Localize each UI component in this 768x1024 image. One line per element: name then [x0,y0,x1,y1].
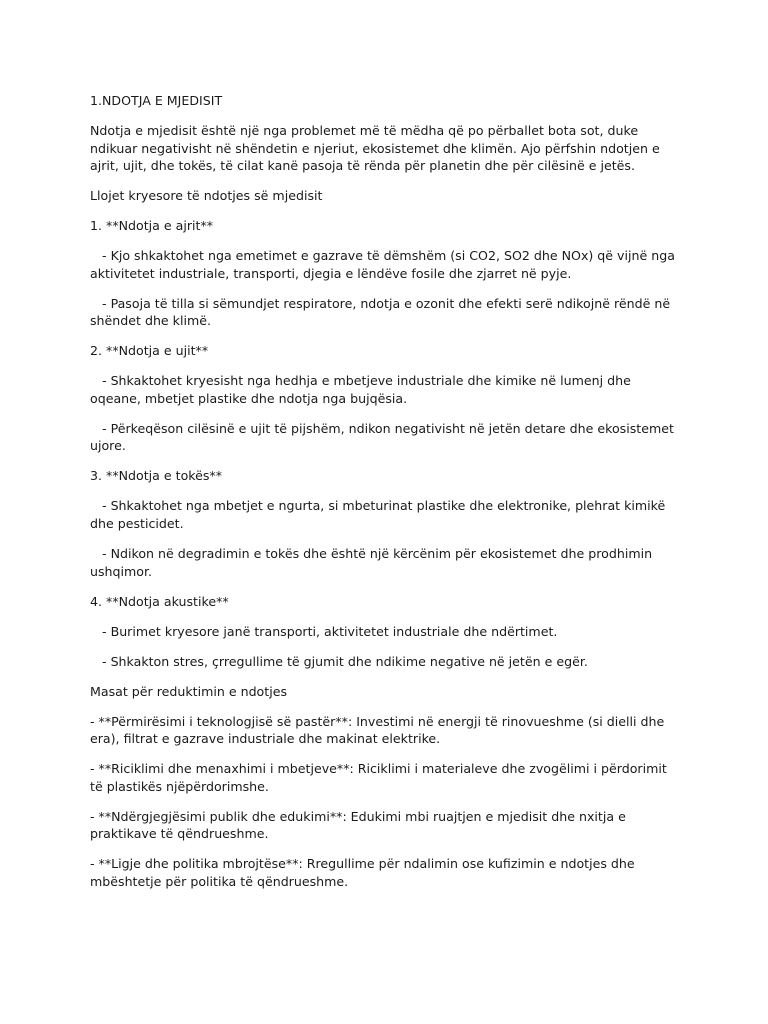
document-title: 1.NDOTJA E MJEDISIT [90,93,223,108]
types-heading: Llojet kryesore të ndotjes së mjedisit [90,188,323,204]
document-page [90,92,680,903]
section-point: - Burimet kryesore janë transporti, aktivitetet industriale dhe ndërtimet. [102,623,558,639]
section-point: - Përkeqëson cilësinë e ujit të pijshëm, ndikon negativisht në jetën detare dhe ekosistemet ujore. [90,420,674,454]
section-heading-noise: 4. **Ndotja akustike** [90,593,229,609]
section-heading-soil: 3. **Ndotja e tokës** [90,468,223,484]
section-point: - Pasoja të tilla si sëmundjet respiratore, ndotja e ozonit dhe efekti serë ndikojnë rëndë në shëndet dhe klimë. [90,295,671,329]
intro-paragraph: Ndotja e mjedisit është një nga problemet më të mëdha që po përballet bota sot, duke ndikuar negativisht në shëndetin e njeriut, ekosistemet dhe klimën. Ajo përfshin ndotjen e ajrit, ujit, dhe tokës, të cilat kanë pasoja të rënda për planetin dhe për cilësinë e jetës. [90,122,660,174]
section-point: - Shkaktohet nga mbetjet e ngurta, si mbeturinat plastike dhe elektronike, plehrat kimikë dhe pesticidet. [90,498,666,531]
section-point: - Shkaktohet kryesisht nga hedhja e mbetjeve industriale dhe kimike në lumenj dhe oqeane, mbetjet plastike dhe ndotja nga bujqësia. [90,373,631,406]
measures-heading: Masat për reduktimin e ndotjes [90,683,288,699]
section-point: - Shkakton stres, çrregullime të gjumit dhe ndikime negative në jetën e egër. [102,653,588,669]
section-heading-air: 1. **Ndotja e ajrit** [90,218,214,234]
section-heading-water: 2. **Ndotja e ujit** [90,343,209,359]
section-point: - Kjo shkaktohet nga emetimet e gazrave të dëmshëm (si CO2, SO2 dhe NOx) që vijnë nga aktivitetet industriale, transporti, djegia e lëndëve fosile dhe zjarret në pyje. [90,248,675,281]
measure-item: - **Përmirësimi i teknologjisë së pastër**: Investimi në energji të rinovueshme (si dielli dhe era), filtrat e gazrave industriale dhe makinat elektrike. [90,713,665,747]
measure-item: - **Ligje dhe politika mbrojtëse**: Rregullime për ndalimin ose kufizimin e ndotjes dhe mbështetje për politika të qëndrueshme. [90,856,635,889]
section-point: - Ndikon në degradimin e tokës dhe është një kërcënim për ekosistemet dhe prodhimin ushqimor. [90,545,653,579]
measure-item: - **Ndërgjegjësimi publik dhe edukimi**: Edukimi mbi ruajtjen e mjedisit dhe nxitja e praktikave të qëndrueshme. [90,808,626,842]
measure-item: - **Riciklimi dhe menaxhimi i mbetjeve**: Riciklimi i materialeve dhe zvogëlimi i përdorimit të plastikës njëpërdorimshe. [90,761,667,794]
